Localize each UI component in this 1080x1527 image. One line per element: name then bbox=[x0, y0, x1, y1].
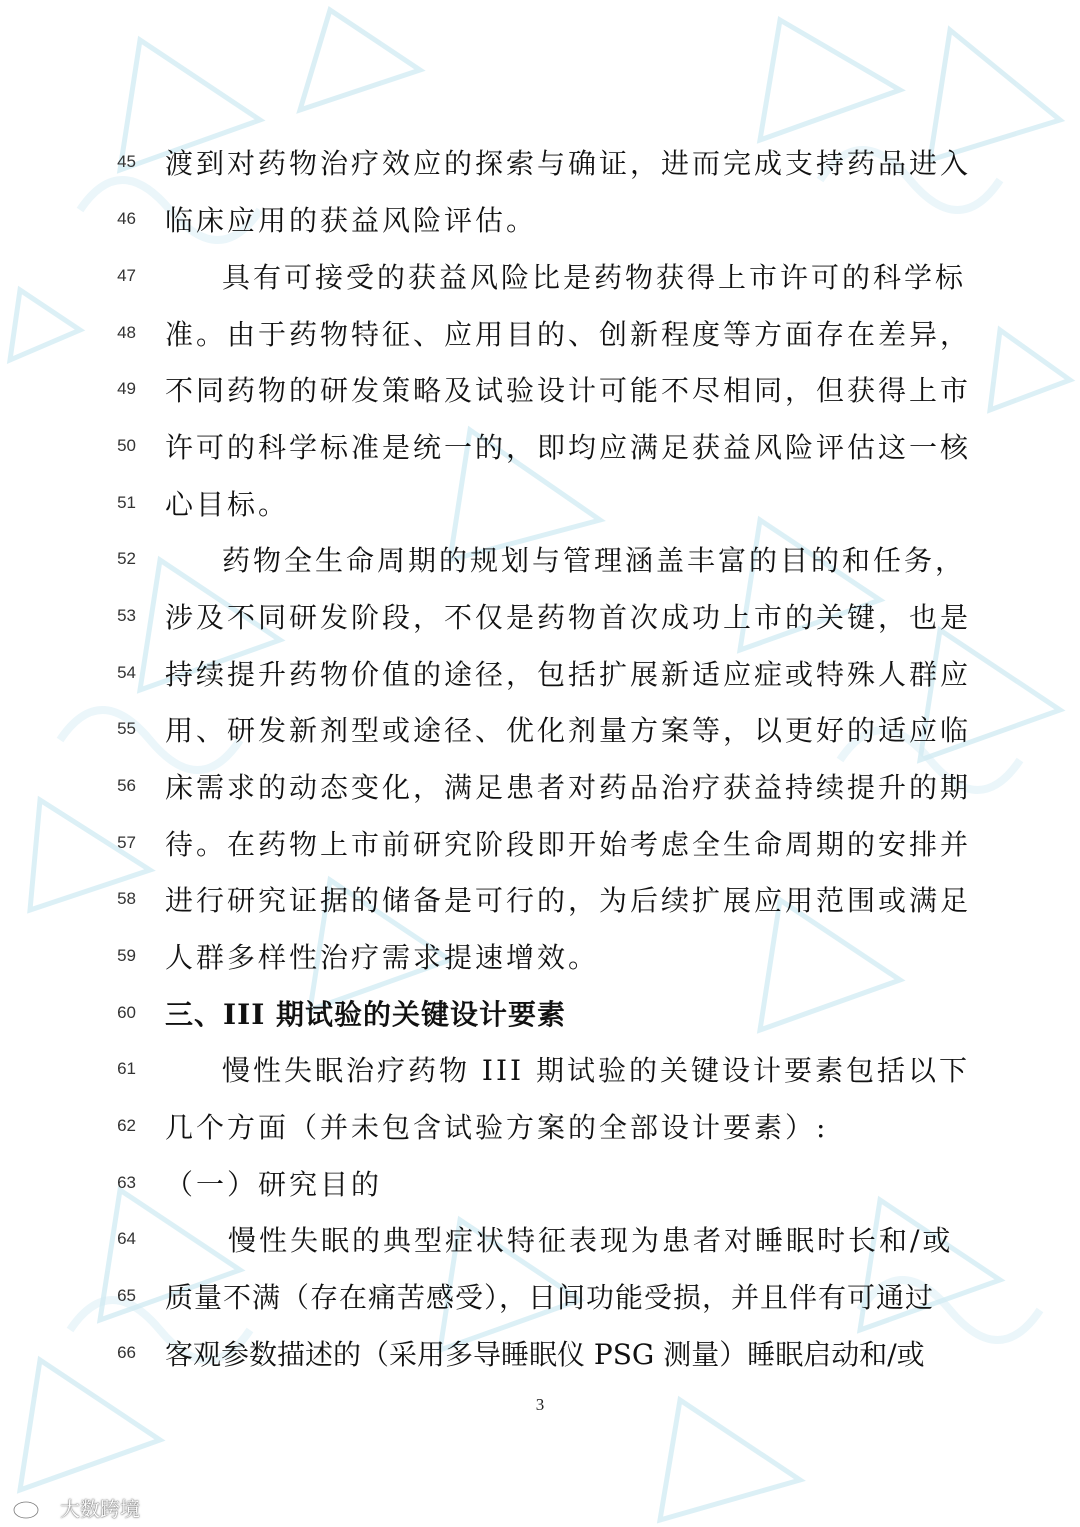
subsection-heading: （一）研究目的 bbox=[165, 1168, 383, 1201]
line-number: 50 bbox=[117, 436, 136, 455]
text-line bbox=[0, 531, 1080, 588]
badge-text: 大数跨境 bbox=[60, 1497, 140, 1521]
text-line bbox=[0, 134, 1080, 191]
line-number: 52 bbox=[117, 549, 136, 568]
weibo-logo-icon bbox=[12, 1495, 56, 1521]
line-number: 62 bbox=[117, 1116, 136, 1135]
section-heading: 三、III 期试验的关键设计要素 bbox=[165, 998, 567, 1031]
line-number: 65 bbox=[117, 1286, 136, 1305]
line-text: 进行研究证据的储备是可行的，为后续扩展应用范围或满足 bbox=[165, 884, 972, 917]
text-line bbox=[0, 758, 1080, 815]
text-line bbox=[0, 305, 1080, 362]
line-text: 慢性失眠治疗药物 III 期试验的关键设计要素包括以下 bbox=[222, 1054, 970, 1087]
line-text: 准。由于药物特征、应用目的、创新程度等方面存在差异， bbox=[165, 318, 972, 351]
line-number: 51 bbox=[117, 493, 136, 512]
text-line bbox=[0, 928, 1080, 985]
line-number: 49 bbox=[117, 379, 136, 398]
source-badge bbox=[12, 1493, 140, 1522]
line-number: 48 bbox=[117, 323, 136, 342]
line-text: 待。在药物上市前研究阶段即开始考虑全生命周期的安排并 bbox=[165, 828, 972, 861]
line-text: 药物全生命周期的规划与管理涵盖丰富的目的和任务， bbox=[222, 544, 967, 577]
line-number: 60 bbox=[117, 1003, 136, 1022]
line-number: 61 bbox=[117, 1059, 136, 1078]
line-text: 用、研发新剂型或途径、优化剂量方案等，以更好的适应临 bbox=[165, 714, 972, 747]
line-text: 慢性失眠的典型症状特征表现为患者对睡眠时长和/或 bbox=[228, 1224, 954, 1257]
line-number: 53 bbox=[117, 606, 136, 625]
line-text: 持续提升药物价值的途径，包括扩展新适应症或特殊人群应 bbox=[165, 658, 972, 691]
line-text: 几个方面（并未包含试验方案的全部设计要素）: bbox=[165, 1111, 829, 1144]
text-line bbox=[0, 815, 1080, 872]
text-line bbox=[0, 871, 1080, 928]
line-text: 床需求的动态变化，满足患者对药品治疗获益持续提升的期 bbox=[165, 771, 972, 804]
page-number: 3 bbox=[535, 1395, 545, 1414]
line-text: 渡到对药物治疗效应的探索与确证，进而完成支持药品进入 bbox=[165, 147, 972, 180]
text-line bbox=[0, 701, 1080, 758]
text-line bbox=[0, 1211, 1080, 1268]
line-number: 59 bbox=[117, 946, 136, 965]
text-line bbox=[0, 1098, 1080, 1155]
subsection-heading-line bbox=[0, 1155, 1080, 1212]
line-number: 45 bbox=[117, 152, 136, 171]
line-text: 涉及不同研发阶段，不仅是药物首次成功上市的关键，也是 bbox=[165, 601, 972, 634]
line-number: 57 bbox=[117, 833, 136, 852]
line-number: 54 bbox=[117, 663, 136, 682]
line-number: 46 bbox=[117, 209, 136, 228]
text-line bbox=[0, 588, 1080, 645]
line-number: 66 bbox=[117, 1343, 136, 1362]
line-text: 不同药物的研发策略及试验设计可能不尽相同，但获得上市 bbox=[165, 374, 972, 407]
line-text: 具有可接受的获益风险比是药物获得上市许可的科学标 bbox=[222, 261, 967, 294]
text-line bbox=[0, 645, 1080, 702]
line-number: 58 bbox=[117, 889, 136, 908]
text-line bbox=[0, 248, 1080, 305]
text-line bbox=[0, 1325, 1080, 1382]
line-number: 56 bbox=[117, 776, 136, 795]
text-line bbox=[0, 1268, 1080, 1325]
text-line bbox=[0, 1041, 1080, 1098]
line-text: 质量不满（存在痛苦感受），日间功能受损，并且伴有可通过 bbox=[165, 1281, 935, 1314]
line-text: 心目标。 bbox=[165, 488, 290, 521]
line-text: 许可的科学标准是统一的，即均应满足获益风险评估这一核 bbox=[165, 431, 972, 464]
line-text: 客观参数描述的（采用多导睡眠仪 PSG 测量）睡眠启动和/或 bbox=[165, 1338, 925, 1371]
text-line bbox=[0, 418, 1080, 475]
text-line bbox=[0, 191, 1080, 248]
line-number: 55 bbox=[117, 719, 136, 738]
line-number: 63 bbox=[117, 1173, 136, 1192]
line-number: 64 bbox=[117, 1229, 136, 1248]
line-number: 47 bbox=[117, 266, 136, 285]
line-text: 临床应用的获益风险评估。 bbox=[165, 204, 538, 237]
line-text: 人群多样性治疗需求提速增效。 bbox=[165, 941, 600, 974]
text-line bbox=[0, 361, 1080, 418]
text-line bbox=[0, 475, 1080, 532]
section-heading-line bbox=[0, 985, 1080, 1042]
